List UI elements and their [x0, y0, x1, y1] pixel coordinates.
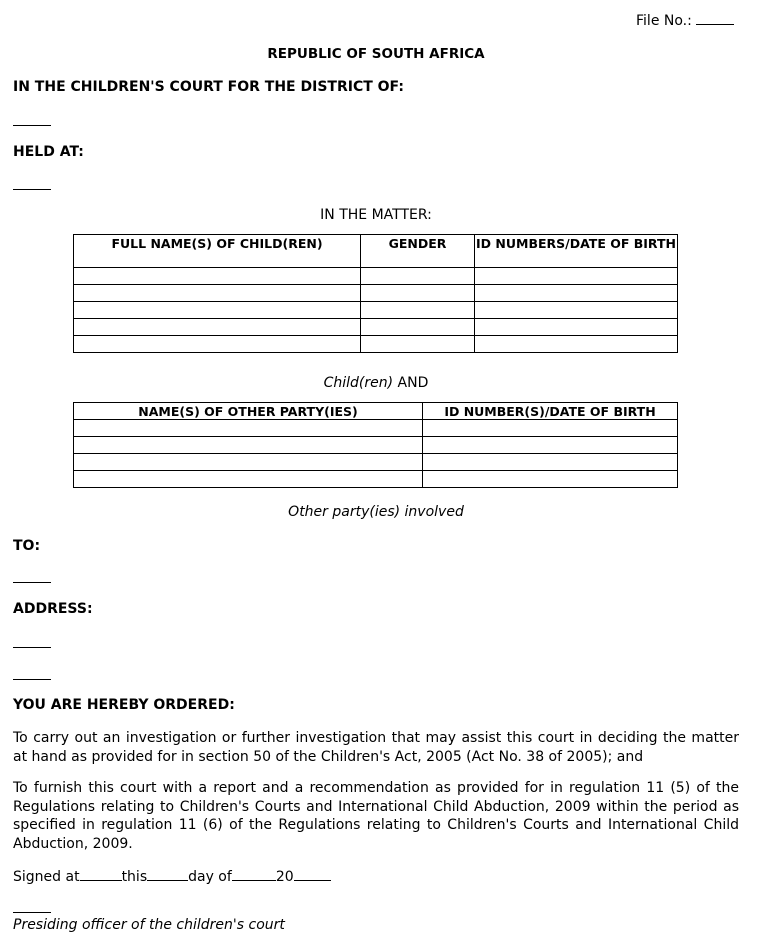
children-table-row	[74, 268, 678, 285]
children-table-cell[interactable]	[475, 319, 678, 336]
children-header-name: FULL NAME(S) OF CHILD(REN)	[74, 235, 361, 268]
children-table-cell[interactable]	[74, 285, 361, 302]
children-table-cell[interactable]	[74, 319, 361, 336]
children-table-cell[interactable]	[475, 302, 678, 319]
parties-table-cell[interactable]	[423, 454, 678, 471]
parties-table-row	[74, 471, 678, 488]
parties-table-cell[interactable]	[74, 420, 423, 437]
to-field[interactable]	[13, 582, 51, 583]
children-table	[73, 234, 678, 353]
address-field-line-2[interactable]	[13, 679, 51, 680]
parties-table-cell[interactable]	[74, 437, 423, 454]
parties-table-cell[interactable]	[74, 471, 423, 488]
address-field-line-1[interactable]	[13, 647, 51, 648]
day-of-field[interactable]	[232, 866, 276, 881]
children-header-gender: GENDER	[361, 235, 475, 268]
children-table-cell[interactable]	[361, 302, 475, 319]
parties-header-id: ID NUMBER(S)/DATE OF BIRTH	[423, 403, 678, 420]
signed-line	[13, 866, 331, 885]
children-caption-rest: AND	[393, 375, 429, 391]
children-table-row	[74, 319, 678, 336]
children-table-cell[interactable]	[475, 268, 678, 285]
children-table-row	[74, 336, 678, 353]
parties-caption: Other party(ies) involved	[288, 504, 464, 520]
address-label: ADDRESS:	[13, 601, 93, 617]
parties-table-cell[interactable]	[74, 454, 423, 471]
this-field[interactable]	[147, 866, 188, 881]
children-table-cell[interactable]	[361, 319, 475, 336]
held-at-label: HELD AT:	[13, 144, 84, 160]
to-label: TO:	[13, 538, 41, 554]
children-table-cell[interactable]	[361, 336, 475, 353]
district-field[interactable]	[13, 125, 51, 126]
order-heading: YOU ARE HEREBY ORDERED:	[13, 697, 235, 713]
day-of-label: day of	[188, 869, 232, 885]
parties-table-row	[74, 420, 678, 437]
order-paragraph-2: To furnish this court with a report and a recommendation as provided for in regulation 11 (5) of the Regulations relating to Children's Courts and International Child Abduction, 2009 within the period as specified in regulation 11 (6) of the Regulations relating to Children's Courts and International Child Abduction, 2009.	[13, 780, 739, 852]
year-prefix: 20	[275, 869, 294, 885]
held-at-field[interactable]	[13, 189, 51, 190]
file-number-label: File No.:	[636, 13, 692, 29]
signed-at-label: Signed at	[13, 869, 80, 885]
signature-field[interactable]	[13, 912, 51, 913]
children-table-cell[interactable]	[361, 268, 475, 285]
order-paragraph-1: To carry out an investigation or further investigation that may assist this court in deciding the matter at hand as provided for in section 50 of the Children's Act, 2005 (Act No. 38 of 2005); and	[13, 730, 739, 765]
file-number	[636, 10, 734, 29]
parties-table-body	[74, 420, 678, 488]
file-number-field[interactable]	[696, 10, 734, 25]
in-the-matter-label: IN THE MATTER:	[320, 207, 432, 223]
children-table-cell[interactable]	[74, 336, 361, 353]
parties-table-row	[74, 437, 678, 454]
parties-table-cell[interactable]	[423, 420, 678, 437]
children-table-row	[74, 302, 678, 319]
children-header-id: ID NUMBERS/DATE OF BIRTH	[475, 235, 678, 268]
this-label: this	[121, 869, 148, 885]
children-table-body	[74, 268, 678, 353]
year-field[interactable]	[294, 866, 331, 881]
parties-table-row	[74, 454, 678, 471]
children-table-cell[interactable]	[475, 285, 678, 302]
signed-at-field[interactable]	[80, 866, 122, 881]
children-table-cell[interactable]	[74, 268, 361, 285]
court-district-label: IN THE CHILDREN'S COURT FOR THE DISTRICT OF:	[13, 79, 404, 95]
children-table-row	[74, 285, 678, 302]
signature-caption: Presiding officer of the children's court	[13, 917, 285, 933]
children-caption-italic: Child(ren)	[323, 375, 394, 391]
document-title: REPUBLIC OF SOUTH AFRICA	[267, 46, 485, 62]
parties-table-cell[interactable]	[423, 471, 678, 488]
children-table-cell[interactable]	[361, 285, 475, 302]
children-table-cell[interactable]	[475, 336, 678, 353]
parties-table-cell[interactable]	[423, 437, 678, 454]
parties-header-name: NAME(S) OF OTHER PARTY(IES)	[74, 403, 423, 420]
children-caption	[0, 375, 752, 391]
children-table-cell[interactable]	[74, 302, 361, 319]
parties-table	[73, 402, 678, 488]
